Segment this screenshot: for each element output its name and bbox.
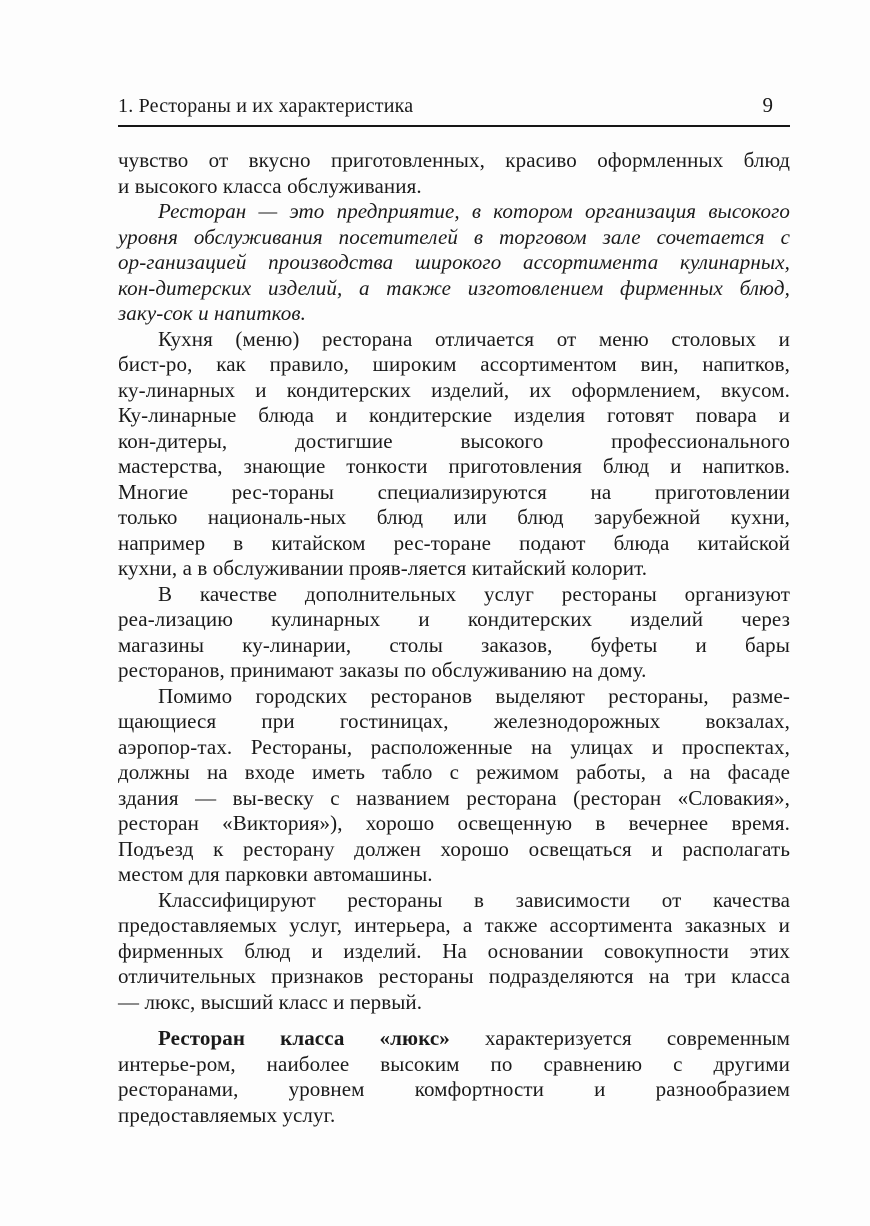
text-line: аэропор-тах. Рестораны, расположенные на улицах и проспектах,	[118, 734, 790, 759]
text-line: ор-ганизацией производства широкого ассортимента кулинарных,	[118, 250, 790, 274]
text-line: Ку-линарные блюда и кондитерские изделия готовят повара и	[118, 403, 790, 427]
text-line: магазины ку-линарии, столы заказов, буфеты и бары	[118, 632, 790, 657]
text-line: Подъезд к ресторану должен хорошо освещаться и располагать	[118, 836, 790, 861]
text-line: и высокого класса обслуживания.	[118, 173, 422, 198]
paragraph	[118, 199, 790, 327]
paragraph	[118, 888, 790, 1016]
text-line: бист-ро, как правило, широким ассортиментом вин, напитков,	[118, 352, 790, 376]
text-line: ресторан «Виктория»), хорошо освещенную в вечернее время.	[118, 811, 790, 835]
text-line: В качестве дополнительных услуг рестораны организуют	[158, 581, 790, 606]
text-line: уровня обслуживания посетителей в торговом зале сочетается с	[118, 224, 790, 249]
text-line: ресторанами, уровнем комфортности и разнообразием	[118, 1077, 790, 1101]
text-line: Кухня (меню) ресторана отличается от меню столовых и	[158, 326, 790, 351]
page-body	[118, 127, 790, 1128]
text-line: Ресторан — это предприятие, в котором организация высокого	[158, 199, 790, 223]
text-line: Классифицируют рестораны в зависимости от качества	[158, 887, 790, 912]
text-line: здания — вы-веску с названием ресторана (ресторан «Словакия»,	[118, 785, 790, 810]
text-line: ресторанов, принимают заказы по обслуживанию на дому.	[118, 658, 647, 682]
text-line: местом для парковки автомашины.	[118, 862, 433, 886]
paragraph	[118, 148, 790, 199]
page-header	[118, 93, 790, 127]
text-line: Помимо городских ресторанов выделяют рестораны, разме-	[158, 683, 790, 708]
text-line: кухни, а в обслуживании прояв-ляется китайский колорит.	[118, 556, 648, 580]
text-line: заку-сок и напитков.	[118, 301, 306, 325]
text-line: предоставляемых услуг, интерьера, а также ассортимента заказных и	[118, 913, 790, 937]
text-line: реа-лизацию кулинарных и кондитерских изделий через	[118, 607, 790, 631]
bold-lead: Ресторан класса «люкс»	[158, 1026, 450, 1050]
text-line: мастерства, знающие тонкости приготовления блюд и напитков.	[118, 454, 790, 478]
paragraph	[118, 327, 790, 582]
paragraph	[118, 684, 790, 888]
text-line: — люкс, высший класс и первый.	[118, 989, 423, 1014]
text-line: должны на входе иметь табло с режимом работы, а на фасаде	[118, 760, 790, 784]
text-line: кон-дитерских изделий, а также изготовлением фирменных блюд,	[118, 275, 790, 300]
text-line: Ресторан класса «люкс» характеризуется современным	[158, 1026, 790, 1050]
paragraph	[118, 582, 790, 684]
text-line: чувство от вкусно приготовленных, красиво оформленных блюд	[118, 148, 790, 172]
text-line: фирменных блюд и изделий. На основании совокупности этих	[118, 938, 790, 963]
page-number: 9	[762, 93, 773, 117]
text-line: ку-линарных и кондитерских изделий, их оформлением, вкусом.	[118, 377, 790, 402]
text-line: отличительных признаков рестораны подразделяются на три класса	[118, 964, 790, 988]
text-line: например в китайском рес-торане подают блюда китайской	[118, 530, 790, 555]
text-line: щающиеся при гостиницах, железнодорожных вокзалах,	[118, 709, 790, 733]
text-line: кон-дитеры, достигшие высокого профессионального	[118, 428, 790, 453]
text-line: Многие рес-тораны специализируются на приготовлении	[118, 479, 790, 504]
text-line: интерье-ром, наиболее высоким по сравнению с другими	[118, 1051, 790, 1076]
paragraph	[118, 1026, 790, 1128]
text-line: предоставляемых услуг.	[118, 1102, 336, 1127]
chapter-title: 1. Рестораны и их характеристика	[118, 95, 414, 117]
text-line: только националь-ных блюд или блюд зарубежной кухни,	[118, 505, 790, 529]
